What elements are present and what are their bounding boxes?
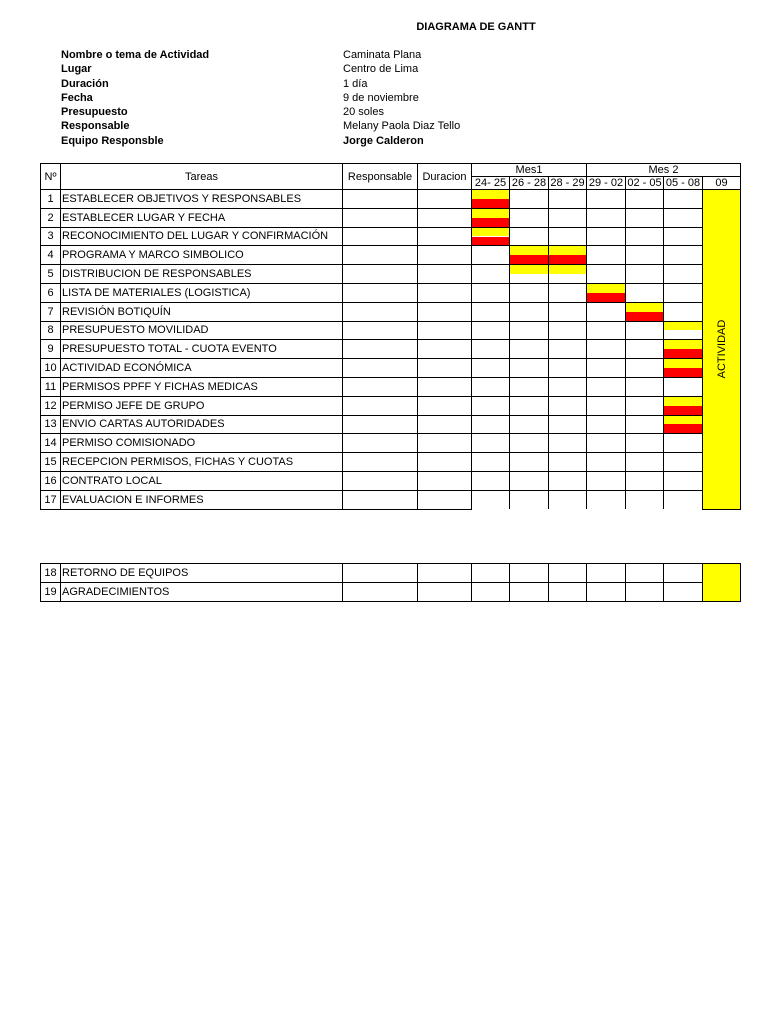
task-duration bbox=[418, 321, 472, 340]
planned-bar bbox=[664, 397, 702, 406]
gantt-cell bbox=[664, 227, 703, 246]
task-duration bbox=[418, 227, 472, 246]
gantt-cell bbox=[549, 453, 587, 472]
task-duration bbox=[418, 453, 472, 472]
gantt-cell bbox=[626, 490, 664, 509]
header-month: Mes1 bbox=[472, 164, 587, 177]
task-duration bbox=[418, 434, 472, 453]
info-value: Jorge Calderon bbox=[343, 134, 424, 147]
gantt-cell bbox=[549, 415, 587, 434]
table-row bbox=[41, 190, 741, 209]
gantt-cell bbox=[587, 265, 626, 284]
table-row bbox=[41, 359, 741, 378]
gantt-cell bbox=[664, 321, 703, 340]
planned-bar bbox=[472, 209, 509, 218]
gantt-cell bbox=[510, 246, 549, 265]
gantt-cell bbox=[472, 321, 510, 340]
gantt-cell bbox=[549, 396, 587, 415]
table-row bbox=[41, 227, 741, 246]
table-row bbox=[41, 396, 741, 415]
gantt-cell bbox=[626, 564, 664, 583]
gantt-cell bbox=[587, 302, 626, 321]
gantt-cell bbox=[549, 208, 587, 227]
gantt-cell bbox=[472, 415, 510, 434]
table-row bbox=[41, 283, 741, 302]
gantt-cell bbox=[549, 434, 587, 453]
gantt-table bbox=[40, 163, 741, 510]
task-responsible bbox=[343, 283, 418, 302]
planned-bar bbox=[549, 265, 586, 274]
task-responsible bbox=[343, 302, 418, 321]
gantt-cell bbox=[626, 246, 664, 265]
task-responsible bbox=[343, 434, 418, 453]
gantt-cell bbox=[626, 415, 664, 434]
gantt-cell bbox=[549, 302, 587, 321]
gantt-cell bbox=[510, 471, 549, 490]
gantt-cell bbox=[587, 246, 626, 265]
task-name: PROGRAMA Y MARCO SIMBOLICO bbox=[61, 246, 343, 265]
task-responsible bbox=[343, 582, 418, 601]
actual-bar bbox=[664, 424, 702, 433]
task-number: 17 bbox=[41, 490, 61, 509]
gantt-cell bbox=[626, 321, 664, 340]
header-duration: Duracion bbox=[418, 164, 472, 190]
gantt-cell bbox=[472, 396, 510, 415]
task-number: 19 bbox=[41, 582, 61, 601]
task-name: ACTIVIDAD ECONÓMICA bbox=[61, 359, 343, 378]
info-value: 9 de noviembre bbox=[343, 91, 419, 104]
planned-bar bbox=[510, 265, 548, 274]
gantt-cell bbox=[587, 564, 626, 583]
table-row bbox=[41, 321, 741, 340]
task-number: 13 bbox=[41, 415, 61, 434]
table-row bbox=[41, 377, 741, 396]
gantt-cell bbox=[664, 246, 703, 265]
task-responsible bbox=[343, 321, 418, 340]
task-name: AGRADECIMIENTOS bbox=[61, 582, 343, 601]
gantt-cell bbox=[510, 453, 549, 472]
planned-bar bbox=[664, 359, 702, 368]
task-duration bbox=[418, 582, 472, 601]
table-row bbox=[41, 564, 741, 583]
gantt-cell bbox=[664, 190, 703, 209]
task-name: ENVIO CARTAS AUTORIDADES bbox=[61, 415, 343, 434]
gantt-cell bbox=[587, 471, 626, 490]
gantt-cell bbox=[626, 302, 664, 321]
activity-column bbox=[703, 190, 741, 510]
gantt-cell bbox=[549, 340, 587, 359]
gantt-cell bbox=[626, 453, 664, 472]
header-task: Tareas bbox=[61, 164, 343, 190]
gantt-cell bbox=[510, 321, 549, 340]
gantt-cell bbox=[549, 321, 587, 340]
header-date: 29 - 02 bbox=[587, 177, 626, 190]
info-value: Centro de Lima bbox=[343, 63, 419, 76]
table-row bbox=[41, 490, 741, 509]
gantt-cell bbox=[472, 208, 510, 227]
gantt-cell bbox=[664, 415, 703, 434]
gantt-cell bbox=[472, 265, 510, 284]
gantt-cell bbox=[472, 359, 510, 378]
task-responsible bbox=[343, 340, 418, 359]
task-responsible bbox=[343, 246, 418, 265]
info-label: Duración bbox=[61, 77, 109, 90]
table-row bbox=[41, 340, 741, 359]
gantt-cell bbox=[587, 190, 626, 209]
gantt-cell bbox=[587, 453, 626, 472]
task-number: 1 bbox=[41, 190, 61, 209]
gantt-cell bbox=[587, 582, 626, 601]
task-number: 5 bbox=[41, 265, 61, 284]
gantt-cell bbox=[626, 283, 664, 302]
gantt-cell bbox=[510, 396, 549, 415]
gantt-cell bbox=[472, 377, 510, 396]
task-duration bbox=[418, 359, 472, 378]
task-duration bbox=[418, 471, 472, 490]
task-duration bbox=[418, 340, 472, 359]
header-num: Nº bbox=[41, 164, 61, 190]
task-name: PERMISO COMISIONADO bbox=[61, 434, 343, 453]
gantt-cell bbox=[549, 265, 587, 284]
gantt-cell bbox=[549, 582, 587, 601]
planned-bar bbox=[510, 246, 548, 255]
gantt-cell bbox=[664, 434, 703, 453]
planned-bar bbox=[472, 190, 509, 199]
gantt-cell bbox=[510, 490, 549, 509]
task-number: 7 bbox=[41, 302, 61, 321]
activity-column bbox=[703, 564, 741, 602]
task-name: RECEPCION PERMISOS, FICHAS Y CUOTAS bbox=[61, 453, 343, 472]
gantt-cell bbox=[549, 283, 587, 302]
task-number: 11 bbox=[41, 377, 61, 396]
task-name: RECONOCIMIENTO DEL LUGAR Y CONFIRMACIÓN bbox=[61, 227, 343, 246]
task-name: PERMISO JEFE DE GRUPO bbox=[61, 396, 343, 415]
table-row bbox=[41, 434, 741, 453]
info-label: Fecha bbox=[61, 91, 93, 104]
actual-bar bbox=[664, 368, 702, 377]
gantt-cell bbox=[510, 302, 549, 321]
gantt-cell bbox=[664, 453, 703, 472]
task-duration bbox=[418, 302, 472, 321]
planned-bar bbox=[664, 340, 702, 349]
gantt-cell bbox=[549, 359, 587, 378]
task-number: 9 bbox=[41, 340, 61, 359]
gantt-cell bbox=[626, 265, 664, 284]
gantt-cell bbox=[510, 415, 549, 434]
task-name: PRESUPUESTO MOVILIDAD bbox=[61, 321, 343, 340]
task-duration bbox=[418, 377, 472, 396]
gantt-cell bbox=[510, 434, 549, 453]
info-value: Caminata Plana bbox=[343, 49, 422, 61]
actual-bar bbox=[472, 218, 509, 227]
task-number: 6 bbox=[41, 283, 61, 302]
gantt-table-continued bbox=[40, 563, 741, 602]
task-number: 10 bbox=[41, 359, 61, 378]
gantt-cell bbox=[472, 302, 510, 321]
gantt-cell bbox=[664, 302, 703, 321]
info-value: Melany Paola Diaz Tello bbox=[343, 120, 461, 133]
task-name: RETORNO DE EQUIPOS bbox=[61, 564, 343, 583]
gantt-cell bbox=[510, 227, 549, 246]
table-row bbox=[41, 415, 741, 434]
actual-bar bbox=[664, 406, 702, 415]
task-duration bbox=[418, 246, 472, 265]
gantt-cell bbox=[664, 340, 703, 359]
gantt-cell bbox=[472, 582, 510, 601]
header-date: 05 - 08 bbox=[664, 177, 703, 190]
planned-bar bbox=[664, 416, 702, 425]
task-responsible bbox=[343, 396, 418, 415]
task-number: 3 bbox=[41, 227, 61, 246]
gantt-cell bbox=[472, 283, 510, 302]
task-duration bbox=[418, 208, 472, 227]
gantt-cell bbox=[587, 283, 626, 302]
gantt-cell bbox=[472, 490, 510, 509]
gantt-cell bbox=[510, 265, 549, 284]
gantt-cell bbox=[549, 190, 587, 209]
task-responsible bbox=[343, 453, 418, 472]
info-label: Lugar bbox=[61, 63, 92, 76]
gantt-cell bbox=[510, 582, 549, 601]
task-name: LISTA DE MATERIALES (LOGISTICA) bbox=[61, 283, 343, 302]
table-row bbox=[41, 582, 741, 601]
gantt-cell bbox=[472, 471, 510, 490]
gantt-cell bbox=[626, 396, 664, 415]
gantt-cell bbox=[549, 377, 587, 396]
gantt-cell bbox=[626, 471, 664, 490]
task-name: PERMISOS PPFF Y FICHAS MEDICAS bbox=[61, 377, 343, 396]
gantt-cell bbox=[626, 208, 664, 227]
task-number: 2 bbox=[41, 208, 61, 227]
task-responsible bbox=[343, 490, 418, 509]
task-number: 14 bbox=[41, 434, 61, 453]
gantt-cell bbox=[587, 377, 626, 396]
gantt-cell bbox=[587, 415, 626, 434]
actual-bar bbox=[472, 199, 509, 208]
gantt-cell bbox=[472, 190, 510, 209]
task-name: PRESUPUESTO TOTAL - CUOTA EVENTO bbox=[61, 340, 343, 359]
task-name: ESTABLECER LUGAR Y FECHA bbox=[61, 208, 343, 227]
task-duration bbox=[418, 490, 472, 509]
task-name: DISTRIBUCION DE RESPONSABLES bbox=[61, 265, 343, 284]
task-duration bbox=[418, 265, 472, 284]
task-duration bbox=[418, 564, 472, 583]
task-duration bbox=[418, 396, 472, 415]
actual-bar bbox=[664, 349, 702, 358]
info-label: Presupuesto bbox=[61, 106, 128, 119]
task-duration bbox=[418, 415, 472, 434]
gantt-cell bbox=[510, 283, 549, 302]
gantt-cell bbox=[664, 490, 703, 509]
table-row bbox=[41, 246, 741, 265]
task-number: 12 bbox=[41, 396, 61, 415]
task-number: 16 bbox=[41, 471, 61, 490]
gantt-cell bbox=[626, 340, 664, 359]
gantt-cell bbox=[472, 246, 510, 265]
table-row bbox=[41, 208, 741, 227]
task-duration bbox=[418, 190, 472, 209]
task-responsible bbox=[343, 415, 418, 434]
gantt-cell bbox=[472, 227, 510, 246]
task-name: EVALUACION E INFORMES bbox=[61, 490, 343, 509]
gantt-cell bbox=[472, 434, 510, 453]
gantt-cell bbox=[664, 471, 703, 490]
info-label: Responsable bbox=[61, 120, 130, 133]
header-date: 26 - 28 bbox=[510, 177, 549, 190]
gantt-cell bbox=[664, 265, 703, 284]
gantt-cell bbox=[626, 377, 664, 396]
planned-bar bbox=[587, 284, 625, 293]
gantt-cell bbox=[664, 564, 703, 583]
gantt-cell bbox=[626, 582, 664, 601]
gantt-cell bbox=[510, 190, 549, 209]
planned-bar bbox=[472, 228, 509, 237]
info-value: 1 día bbox=[343, 77, 368, 90]
header-date: 09 bbox=[703, 177, 741, 190]
actual-bar bbox=[472, 237, 509, 246]
task-responsible bbox=[343, 564, 418, 583]
task-number: 4 bbox=[41, 246, 61, 265]
gantt-cell bbox=[626, 434, 664, 453]
task-number: 18 bbox=[41, 564, 61, 583]
gantt-cell bbox=[472, 453, 510, 472]
actual-bar bbox=[510, 255, 548, 264]
task-name: CONTRATO LOCAL bbox=[61, 471, 343, 490]
task-responsible bbox=[343, 227, 418, 246]
task-number: 8 bbox=[41, 321, 61, 340]
gantt-cell bbox=[549, 246, 587, 265]
gantt-cell bbox=[587, 340, 626, 359]
gantt-cell bbox=[626, 227, 664, 246]
gantt-cell bbox=[664, 396, 703, 415]
gantt-cell bbox=[549, 471, 587, 490]
gantt-cell bbox=[549, 564, 587, 583]
header-date: 28 - 29 bbox=[550, 177, 585, 189]
table-row bbox=[41, 302, 741, 321]
task-responsible bbox=[343, 265, 418, 284]
gantt-cell bbox=[510, 377, 549, 396]
gantt-cell bbox=[472, 340, 510, 359]
info-value: 20 soles bbox=[343, 106, 384, 119]
gantt-cell bbox=[510, 340, 549, 359]
header-row-months bbox=[41, 164, 741, 177]
header-responsible: Responsable bbox=[343, 164, 418, 190]
gantt-cell bbox=[587, 490, 626, 509]
gantt-cell bbox=[664, 377, 703, 396]
gantt-cell bbox=[587, 321, 626, 340]
info-label: Nombre o tema de Actividad bbox=[61, 49, 210, 61]
gantt-cell bbox=[587, 227, 626, 246]
gantt-cell bbox=[472, 564, 510, 583]
gantt-cell bbox=[587, 359, 626, 378]
gantt-cell bbox=[549, 490, 587, 509]
planned-bar bbox=[664, 322, 702, 331]
gantt-cell bbox=[510, 359, 549, 378]
task-duration bbox=[418, 283, 472, 302]
gantt-cell bbox=[587, 396, 626, 415]
table-row bbox=[41, 265, 741, 284]
actual-bar bbox=[587, 293, 625, 302]
task-responsible bbox=[343, 190, 418, 209]
actual-bar bbox=[549, 255, 586, 264]
header-date: 02 - 05 bbox=[627, 177, 662, 189]
gantt-cell bbox=[587, 434, 626, 453]
header-date: 24- 25 bbox=[472, 177, 510, 190]
gantt-cell bbox=[664, 359, 703, 378]
info-label: Equipo Responsble bbox=[61, 134, 164, 147]
gantt-cell bbox=[626, 359, 664, 378]
task-responsible bbox=[343, 377, 418, 396]
gantt-cell bbox=[664, 208, 703, 227]
gantt-cell bbox=[510, 208, 549, 227]
actual-bar bbox=[626, 312, 663, 321]
task-responsible bbox=[343, 359, 418, 378]
task-name: REVISIÓN BOTIQUÍN bbox=[61, 302, 343, 321]
gantt-cell bbox=[510, 564, 549, 583]
page-title: DIAGRAMA DE GANTT bbox=[416, 21, 536, 33]
planned-bar bbox=[549, 246, 586, 255]
gantt-cell bbox=[587, 208, 626, 227]
gantt-cell bbox=[664, 283, 703, 302]
task-responsible bbox=[343, 471, 418, 490]
table-row bbox=[41, 453, 741, 472]
header-month: Mes 2 bbox=[587, 164, 741, 177]
table-row bbox=[41, 471, 741, 490]
gantt-cell bbox=[626, 190, 664, 209]
task-responsible bbox=[343, 208, 418, 227]
gantt-cell bbox=[549, 227, 587, 246]
task-name: ESTABLECER OBJETIVOS Y RESPONSABLES bbox=[61, 190, 343, 209]
planned-bar bbox=[626, 303, 663, 312]
task-number: 15 bbox=[41, 453, 61, 472]
activity-label: ACTIVIDAD bbox=[715, 319, 728, 379]
gantt-cell bbox=[664, 582, 703, 601]
